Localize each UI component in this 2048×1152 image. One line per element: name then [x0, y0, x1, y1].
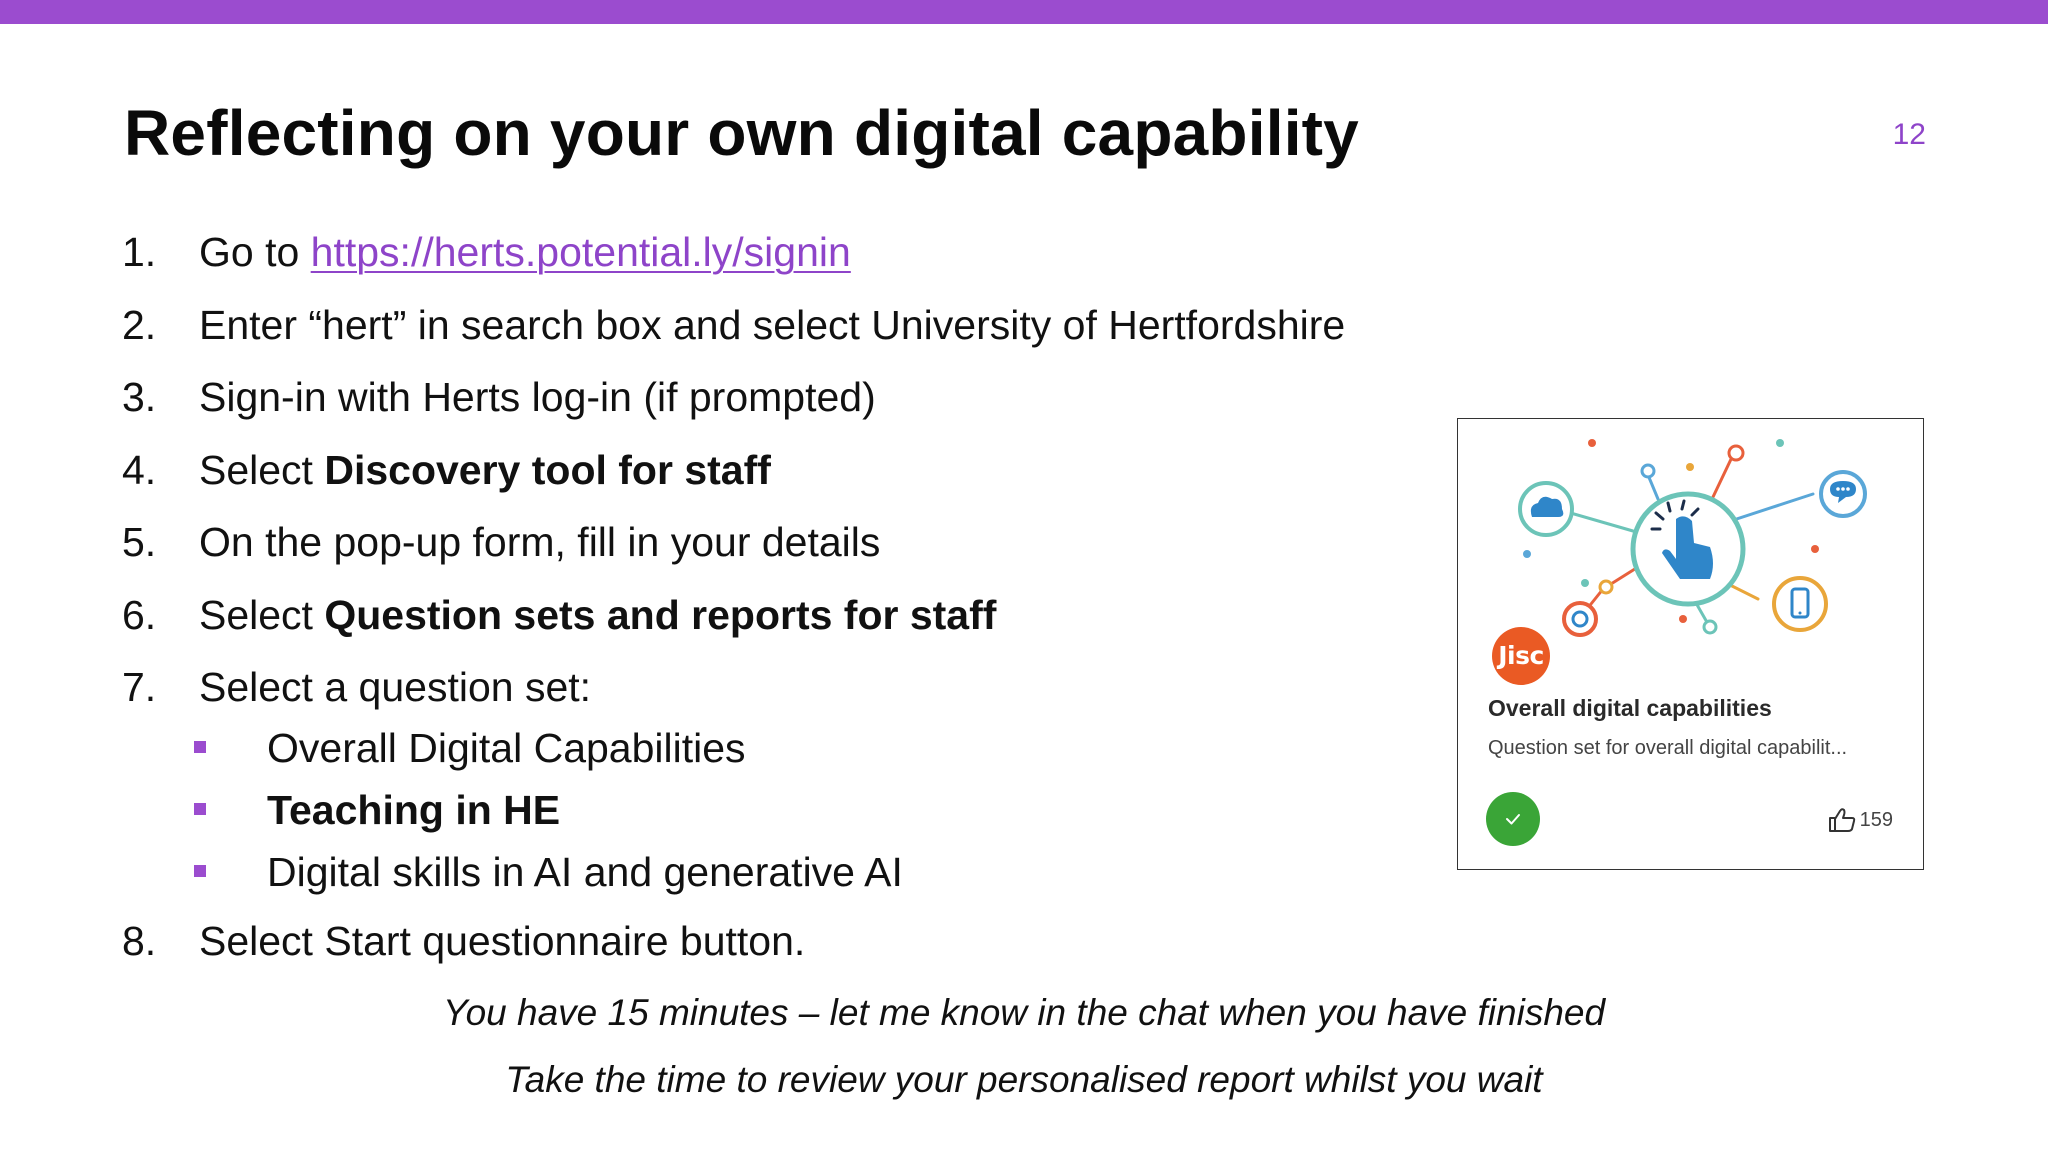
question-set-list-wrapper	[122, 717, 1422, 911]
step-2	[122, 295, 1422, 368]
question-set-item	[122, 717, 1422, 779]
likes-count: 159	[1859, 808, 1893, 831]
step-7	[122, 657, 1422, 717]
step-prefix: Select	[199, 446, 325, 493]
step-number: 8.	[122, 918, 157, 964]
step-number: 1.	[122, 229, 157, 275]
step-text: On the pop-up form, fill in your details	[199, 519, 881, 565]
square-bullet-icon	[194, 865, 206, 877]
step-emphasis: Discovery tool for staff	[324, 446, 771, 493]
page-number: 12	[1892, 118, 1926, 151]
step-text: Select a question set:	[199, 664, 592, 710]
step-text	[199, 440, 771, 500]
card-description: Question set for overall digital capabilit...	[1488, 737, 1848, 759]
jisc-badge: Jisc	[1492, 627, 1550, 685]
step-3	[122, 367, 1422, 440]
step-number: 3.	[122, 374, 157, 420]
question-set-item	[122, 841, 1422, 903]
step-number: 2.	[122, 301, 157, 348]
steps-list	[122, 222, 1422, 984]
step-text	[199, 585, 996, 645]
thumbs-up-icon	[1828, 807, 1856, 833]
completed-badge	[1486, 792, 1540, 846]
step-emphasis: Question sets and reports for staff	[324, 591, 997, 638]
step-5	[122, 512, 1422, 585]
question-set-card[interactable]	[1457, 418, 1924, 870]
step-4	[122, 440, 1422, 513]
signin-link[interactable]: https://herts.potential.ly/signin	[310, 229, 851, 275]
step-text: Select Start questionnaire button.	[199, 918, 806, 964]
step-text	[199, 222, 851, 282]
question-set-item	[122, 779, 1422, 841]
step-prefix: Select	[199, 591, 325, 638]
square-bullet-icon	[194, 803, 206, 815]
step-8	[122, 911, 1422, 984]
top-accent-bar	[0, 0, 2048, 24]
digital-network-illustration	[1458, 419, 1924, 649]
step-number: 4.	[122, 446, 157, 493]
step-prefix: Go to	[199, 229, 311, 275]
likes-button[interactable]	[1828, 807, 1893, 833]
check-icon	[1486, 792, 1540, 846]
step-number: 5.	[122, 519, 157, 565]
slide-title: Reflecting on your own digital capability	[124, 97, 1359, 169]
time-note: You have 15 minutes – let me know in the chat when you have finished	[442, 992, 1606, 1033]
question-set-label: Digital skills in AI and generative AI	[267, 849, 903, 895]
step-text: Enter “hert” in search box and select University of Hertfordshire	[199, 301, 1346, 348]
question-set-label: Teaching in HE	[267, 787, 561, 833]
square-bullet-icon	[194, 741, 206, 753]
card-title: Overall digital capabilities	[1488, 695, 1772, 721]
question-set-label: Overall Digital Capabilities	[267, 725, 746, 771]
step-6	[122, 585, 1422, 658]
step-text: Sign-in with Herts log-in (if prompted)	[199, 374, 876, 420]
question-set-list	[122, 717, 1422, 911]
step-number: 6.	[122, 591, 157, 638]
review-note: Take the time to review your personalised report whilst you wait	[505, 1059, 1543, 1100]
step-1	[122, 222, 1422, 295]
step-number: 7.	[122, 664, 157, 710]
